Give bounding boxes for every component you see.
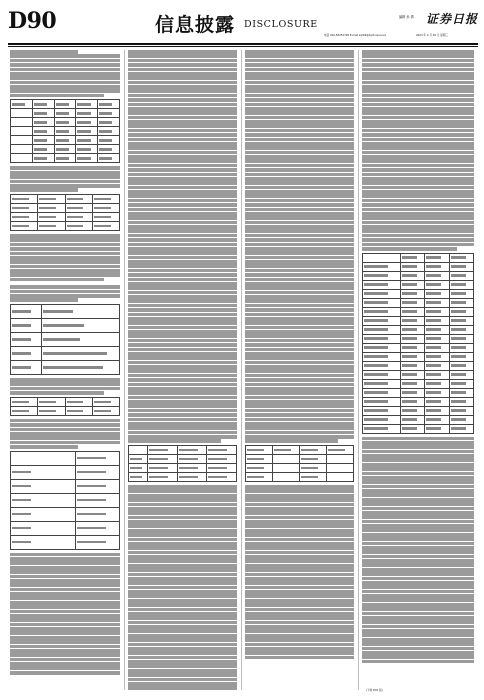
column-divider: [241, 50, 242, 690]
header-rule: [8, 43, 478, 45]
column-4: [362, 50, 474, 690]
data-table: [10, 304, 120, 375]
data-table: [128, 445, 237, 482]
column-2: [128, 50, 237, 690]
brand-logo: 证券日报: [426, 12, 479, 26]
header-rule-thin: [8, 46, 478, 47]
text-block: [10, 378, 120, 395]
data-table: [10, 194, 120, 231]
text-block: [362, 50, 474, 251]
text-block: [10, 234, 120, 302]
section-subtitle: DISCLOSURE: [244, 19, 318, 30]
page-number: D90: [8, 8, 57, 34]
column-3: [245, 50, 354, 690]
editor-credit: 编辑 孙 倩: [399, 15, 414, 19]
text-block: [10, 419, 120, 449]
data-table: [10, 99, 120, 163]
column-1: [10, 50, 120, 690]
text-block: [10, 50, 120, 97]
masthead: [8, 8, 478, 42]
text-block: [362, 437, 474, 664]
data-table: [10, 451, 120, 550]
text-block: [245, 50, 354, 443]
edition-line: 电话 010-83251700 E-mail zqrb9@zqrb.sina.net: [324, 34, 386, 37]
date-line: 2023 年 4 月 26 日 星期三: [416, 34, 449, 37]
data-table: [10, 397, 120, 416]
text-block: [128, 50, 237, 443]
column-divider: [358, 50, 359, 690]
data-table: [362, 253, 474, 434]
text-block: [245, 485, 354, 659]
data-table: [245, 445, 354, 482]
text-block: [128, 485, 237, 690]
continuation-note: (下转 D91 版): [366, 689, 383, 692]
column-divider: [124, 50, 125, 690]
text-block: [10, 166, 120, 192]
section-title: 信息披露: [155, 14, 236, 36]
text-block: [10, 553, 120, 675]
